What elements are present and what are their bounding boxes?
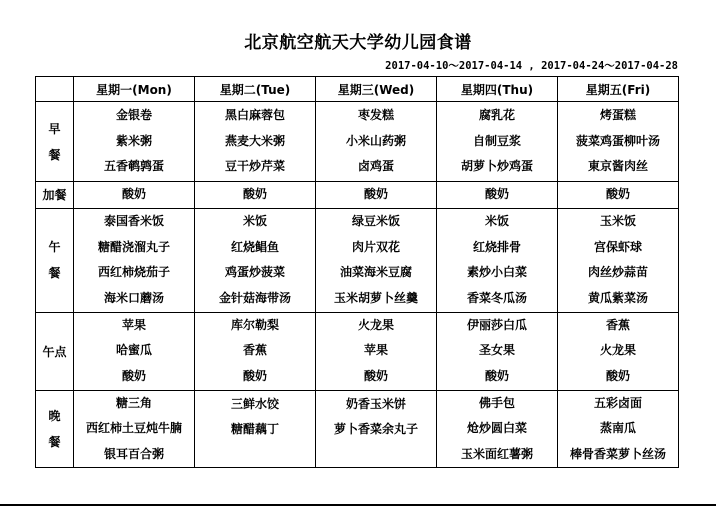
dish: 圣女果: [478, 343, 515, 358]
day-header: 星期一(Mon): [74, 77, 195, 102]
menu-table: [35, 76, 679, 468]
dish: 玉米饭: [599, 214, 636, 228]
meal-label-char: 早: [48, 121, 61, 136]
dish: 金银卷: [115, 108, 152, 123]
dish: 玉米胡萝卜丝羹: [333, 290, 418, 305]
dish: 東京酱肉丝: [587, 159, 648, 174]
dish: 紫米粥: [115, 133, 152, 148]
dish: 棒骨香菜萝卜丝汤: [569, 446, 666, 461]
meal-label-char: 午: [48, 240, 61, 254]
dish: 苹果: [121, 317, 146, 332]
dish: 泰国香米饭: [103, 214, 164, 228]
dish: 卤鸡蛋: [357, 159, 394, 174]
day-header: 星期四(Thu): [437, 77, 558, 102]
day-header: 星期五(Fri): [558, 77, 679, 102]
dish: 佛手包: [478, 395, 515, 410]
menu-cell: [74, 390, 195, 468]
dish: 腐乳花: [478, 108, 515, 123]
menu-cell: [74, 102, 195, 182]
menu-cell: [437, 182, 558, 209]
meal-label: [36, 102, 74, 182]
bottom-rule: [0, 504, 716, 506]
meal-label-char: 晚: [48, 408, 61, 423]
menu-cell: [437, 102, 558, 182]
dish: 库尔勒梨: [230, 317, 279, 332]
dish: 酸奶: [363, 187, 388, 201]
dish: 三鲜水饺: [230, 396, 279, 411]
dish: 红烧鲳鱼: [230, 239, 279, 254]
dish: 绿豆米饭: [351, 214, 400, 228]
dish: 豆干炒芹菜: [224, 159, 285, 174]
menu-cell: [437, 390, 558, 468]
meal-row-lunch: [36, 208, 679, 312]
dish: 黑白麻蓉包: [224, 108, 285, 123]
dish: 酸奶: [484, 187, 509, 201]
menu-cell: [437, 312, 558, 390]
dish: 五香鹌鹑蛋: [103, 159, 164, 174]
dish: 红烧排骨: [472, 239, 521, 254]
dish: 五彩卤面: [593, 395, 642, 410]
menu-cell: [74, 312, 195, 390]
dish: 哈蜜瓜: [115, 343, 152, 358]
menu-cell: [316, 208, 437, 312]
dish: 香菜冬瓜汤: [466, 290, 527, 305]
dish: 金针菇海带汤: [218, 290, 291, 305]
dish: 酸奶: [121, 187, 146, 201]
menu-cell: [558, 312, 679, 390]
menu-cell: [558, 208, 679, 312]
dish: 酸奶: [484, 368, 509, 383]
date-range: 2017-04-10～2017-04-14 , 2017-04-24～2017-04-28: [385, 60, 678, 72]
meal-label: [36, 390, 74, 468]
menu-cell: [316, 182, 437, 209]
dish: 伊丽莎白瓜: [466, 317, 527, 332]
dish: 糖醋藕丁: [230, 422, 279, 436]
menu-cell: [74, 208, 195, 312]
meal-row-breakfast: [36, 102, 679, 182]
meal-label: 加餐: [36, 182, 74, 209]
dish: 炝炒圆白菜: [466, 421, 527, 435]
day-header: 星期三(Wed): [316, 77, 437, 102]
dish: 西红柿土豆炖牛腩: [85, 421, 182, 435]
day-header: 星期二(Tue): [195, 77, 316, 102]
dish: 奶香玉米饼: [345, 396, 406, 411]
dish: 菠菜鸡蛋柳叶汤: [575, 133, 660, 148]
dish: 枣发糕: [357, 108, 394, 123]
menu-cell: [195, 182, 316, 209]
menu-cell: [316, 390, 437, 468]
dish: 胡萝卜炒鸡蛋: [460, 159, 533, 174]
meal-row-dinner: [36, 390, 679, 468]
dish: 酸奶: [605, 368, 630, 383]
menu-cell: [558, 182, 679, 209]
dish: 西红柿烧茄子: [97, 265, 170, 279]
dish: 香蕉: [242, 343, 267, 358]
menu-cell: [74, 182, 195, 209]
dish: 肉丝炒蒜苗: [587, 265, 648, 279]
dish: 蒸南瓜: [599, 421, 636, 435]
menu-cell: [558, 390, 679, 468]
dish: 火龙果: [357, 317, 394, 332]
dish: 小米山药粥: [345, 133, 406, 148]
dish: 油菜海米豆腐: [339, 265, 412, 279]
dish: 酸奶: [242, 368, 267, 383]
dish: 素炒小白菜: [466, 265, 527, 279]
corner-cell: [36, 77, 74, 102]
dish: 酸奶: [605, 187, 630, 201]
menu-cell: [437, 208, 558, 312]
dish: 苹果: [363, 343, 388, 358]
dish: 酸奶: [363, 368, 388, 383]
menu-cell: [195, 312, 316, 390]
dish: 酸奶: [242, 187, 267, 201]
dish: 银耳百合粥: [103, 446, 164, 461]
meal-label: [36, 208, 74, 312]
dish: 玉米面红薯粥: [460, 446, 533, 461]
dish: 肉片双花: [351, 239, 400, 254]
menu-cell: [316, 102, 437, 182]
meal-label-char: 餐: [48, 434, 61, 449]
dish: 海米口蘑汤: [103, 290, 164, 305]
meal-label-char: 餐: [48, 266, 61, 280]
meal-row-snack: [36, 182, 679, 209]
dish: 黄瓜紫菜汤: [587, 290, 648, 305]
menu-cell: [558, 102, 679, 182]
dish: 萝卜香菜余丸子: [333, 422, 418, 436]
header-row: [36, 77, 679, 102]
menu-cell: [195, 390, 316, 468]
page-title: 北京航空航天大学幼儿园食谱: [244, 33, 472, 53]
dish: 烤蛋糕: [599, 108, 636, 123]
dish: 米饭: [242, 214, 267, 228]
dish: 宫保虾球: [593, 239, 642, 254]
dish: 鸡蛋炒菠菜: [224, 265, 285, 279]
menu-cell: [195, 208, 316, 312]
dish: 糖醋浇溜丸子: [97, 239, 170, 254]
menu-cell: [195, 102, 316, 182]
menu-cell: [316, 312, 437, 390]
dish: 糖三角: [115, 395, 152, 410]
dish: 自制豆浆: [472, 133, 521, 148]
dish: 香蕉: [605, 317, 630, 332]
meal-row-afternoon: [36, 312, 679, 390]
dish: 燕麦大米粥: [224, 133, 285, 148]
dish: 酸奶: [121, 368, 146, 383]
meal-label: 午点: [36, 312, 74, 390]
meal-label-char: 餐: [48, 147, 61, 162]
dish: 米饭: [484, 214, 509, 228]
dish: 火龙果: [599, 343, 636, 358]
